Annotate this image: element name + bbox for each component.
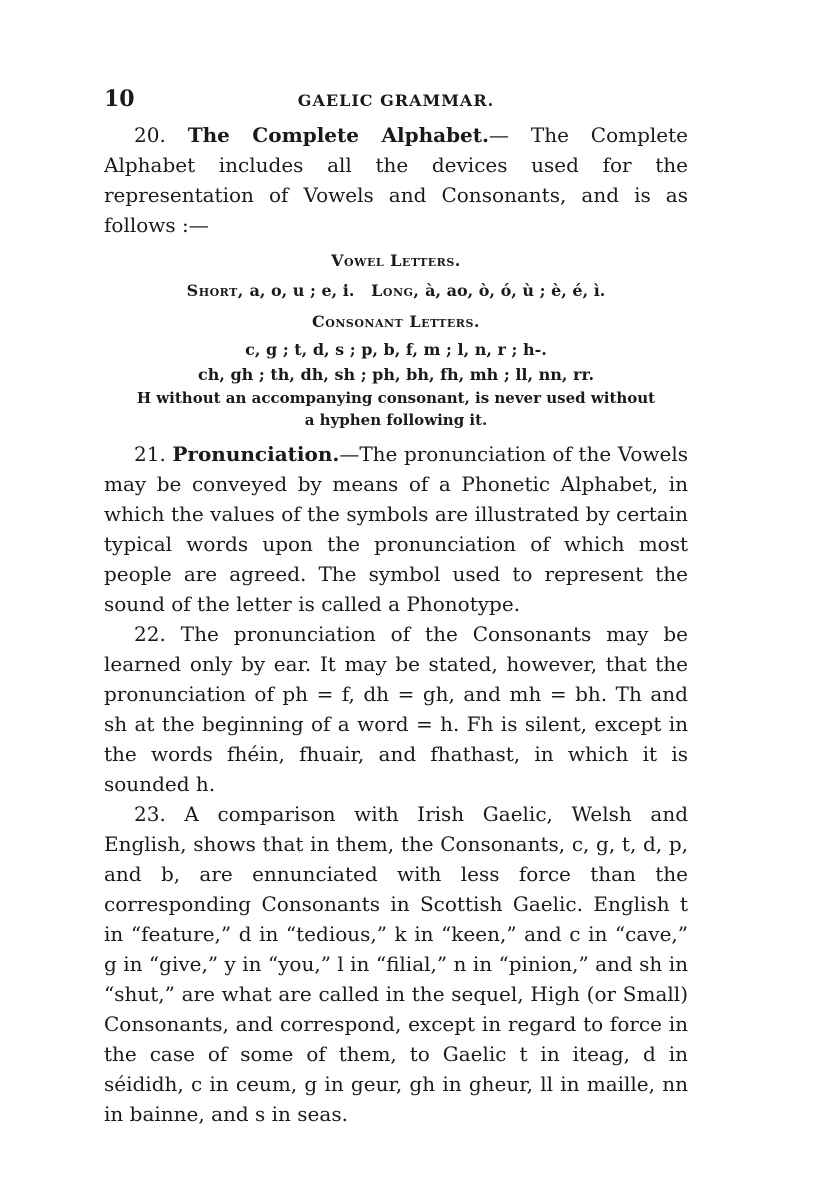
note-line-1: H without an accompanying consonant, is never used without [136, 389, 656, 407]
page [104, 86, 688, 1129]
short-label: Short, [186, 281, 244, 300]
section-20-text: — The Complete Alphabet includes all the devices used for the representation of Vowels and Consonants, and is as follows :— [104, 123, 688, 237]
long-vowels: à, ao, ò, ó, ù ; è, é, ì. [425, 281, 606, 300]
consonant-letters-title: Consonant Letters. [312, 312, 480, 331]
long-label: Long, [371, 281, 420, 300]
section-21-heading: Pronunciation. [172, 442, 340, 466]
short-vowels: a, o, u ; e, i. [249, 281, 355, 300]
section-22: 22. The pronunciation of the Consonants may be learned only by ear. It may be stated, however, that the pronunciation of ph = f, dh = gh, and mh = bh. Th and sh at the beginning of a word = h. Fh is silent, except in the words fhéin, fhuair, and fhathast, in which it is sounded h. [104, 622, 688, 796]
section-20-number: 20. [134, 123, 166, 147]
running-head: GAELIC GRAMMAR. [297, 91, 495, 110]
vowel-letters-line [104, 278, 688, 303]
section-20 [104, 120, 688, 240]
section-21-text: —The pronunciation of the Vowels may be conveyed by means of a Phonetic Alphabet, in which the values of the symbols are illustrated by certain typical words upon the pronunciation of which most people are agreed. The symbol used to represent the sound of the letter is called a Phonotype. [104, 442, 688, 616]
consonants-line-2: ch, gh ; th, dh, sh ; ph, bh, fh, mh ; ll, nn, rr. [197, 365, 595, 384]
section-23: 23. A comparison with Irish Gaelic, Welsh and English, shows that in them, the Consonants, c, g, t, d, p, and b, are ennunciated with less force than the corresponding Consonants in Scottish Gaelic. English t in “feature,” d in “tedious,” k in “keen,” and c in “cave,” g in “give,” y in “you,” l in “filial,” n in “pinion,” and sh in “shut,” are what are called in the sequel, High (or Small) Consonants, and correspond, except in regard to force in the case of some of them, to Gaelic t in iteag, d in séididh, c in ceum, g in geur, gh in gheur, ll in maille, nn in bainne, and s in seas. [104, 802, 688, 1126]
page-header [104, 86, 688, 120]
consonants-line-1: c, g ; t, d, s ; p, b, f, m ; l, n, r ; h-. [245, 340, 547, 359]
section-20-heading: The Complete Alphabet. [187, 123, 489, 147]
vowel-letters-title: Vowel Letters. [331, 251, 461, 270]
section-21 [104, 439, 688, 619]
page-number: 10 [104, 86, 135, 112]
note-line-2: a hyphen following it. [304, 411, 488, 429]
section-21-number: 21. [134, 442, 166, 466]
